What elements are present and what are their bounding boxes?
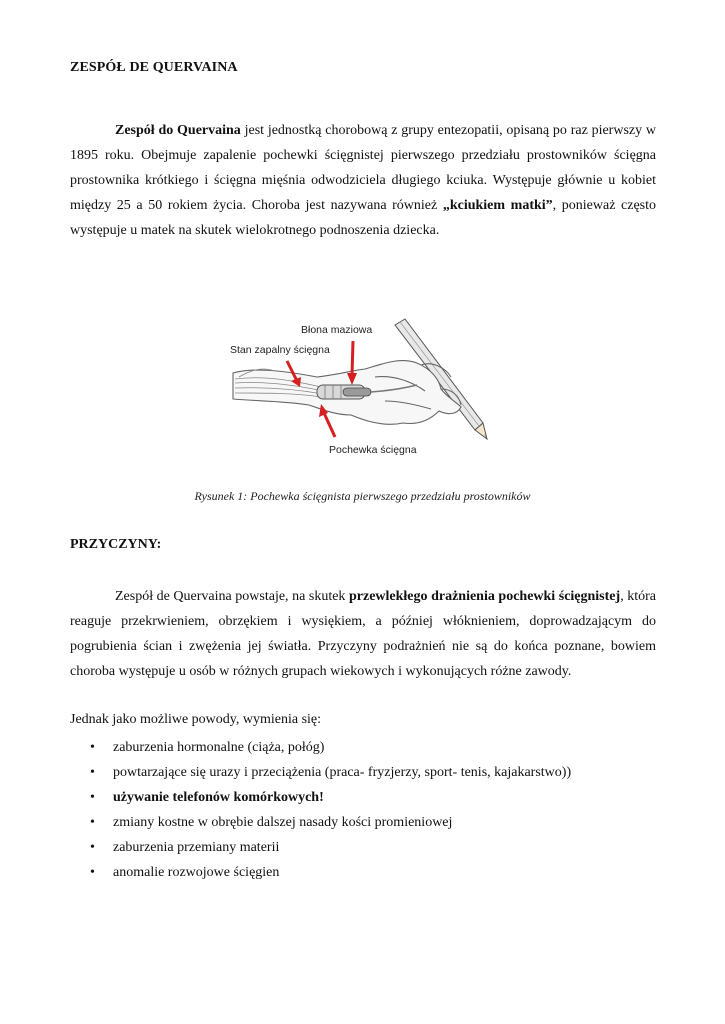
cause-bold: przewlekłego drażnienia pochewki ścięgnistej — [348, 589, 621, 604]
list-item-text: zaburzenia przemiany materii — [113, 840, 280, 855]
list-item — [70, 810, 670, 835]
list-item — [70, 860, 670, 885]
bullet-icon: • — [90, 765, 95, 780]
causes-paragraph — [70, 584, 656, 684]
hand-tendon-illustration — [225, 305, 500, 465]
list-item — [70, 760, 670, 785]
label-sheath: Pochewka ścięgna — [329, 444, 417, 456]
list-item — [70, 835, 670, 860]
bullet-icon: • — [90, 865, 95, 880]
causes-list — [70, 735, 670, 885]
term-bold: Zespół do Quervaina — [115, 123, 241, 138]
label-inflamed: Stan zapalny ścięgna — [230, 344, 330, 356]
bullet-icon: • — [90, 790, 95, 805]
bullet-icon: • — [90, 740, 95, 755]
intro-text-1: jest jednostką chorobową z grupy entezopatii, opisaną po raz pierwszy w 1895 roku. Obejmuje zapalenie pochewki ścięgnistej pierwszego przedziału prostowników ścięgna prostownika krótkiego i ścięgna mięśnia odwodziciela długiego kciuka. Występuje głównie u kobiet między 25 a 50 rokiem życia. Choroba jest nazywana również — [70, 123, 656, 213]
causes-text-2: , która reaguje przekrwieniem, obrzękiem i wysiękiem, a później włóknieniem, doprowadzającym do pogrubienia ścian i zwężenia jej światła. Przyczyny podrażnień nie są do końca poznane, bowiem choroba występuje u osób w różnych grupach wiekowych i wykonujących różne zawody. — [70, 589, 657, 679]
list-item-text: używanie telefonów komórkowych! — [113, 790, 324, 805]
document-title: ZESPÓŁ DE QUERVAINA — [70, 60, 238, 75]
arrow-membrane — [352, 341, 353, 375]
nickname-bold: „kciukiem matki” — [442, 198, 553, 213]
list-item — [70, 735, 670, 760]
list-item-text: anomalie rozwojowe ścięgien — [113, 865, 280, 880]
intro-paragraph — [70, 118, 656, 243]
list-item — [70, 785, 670, 810]
figure-caption: Rysunek 1: Pochewka ścięgnista pierwszego przedziału prostowników — [194, 489, 531, 503]
list-item-text: zmiany kostne w obrębie dalszej nasady kości promieniowej — [113, 815, 453, 830]
list-item-text: zaburzenia hormonalne (ciąża, połóg) — [113, 740, 325, 755]
list-item-text: powtarzające się urazy i przeciążenia (praca- fryzjerzy, sport- tenis, kajakarstwo)) — [113, 765, 572, 780]
bullet-icon: • — [90, 815, 95, 830]
arrow-sheath — [324, 413, 335, 437]
bullet-icon: • — [90, 840, 95, 855]
intro-text-2: , ponieważ często występuje u matek na skutek wielokrotnego podnoszenia dziecka. — [70, 198, 656, 238]
label-membrane: Błona maziowa — [301, 324, 373, 336]
list-intro: Jednak jako możliwe powody, wymienia się: — [70, 712, 322, 727]
causes-text-1: Zespół de Quervaina powstaje, na skutek — [115, 589, 349, 604]
causes-heading: PRZYCZYNY: — [70, 537, 162, 552]
